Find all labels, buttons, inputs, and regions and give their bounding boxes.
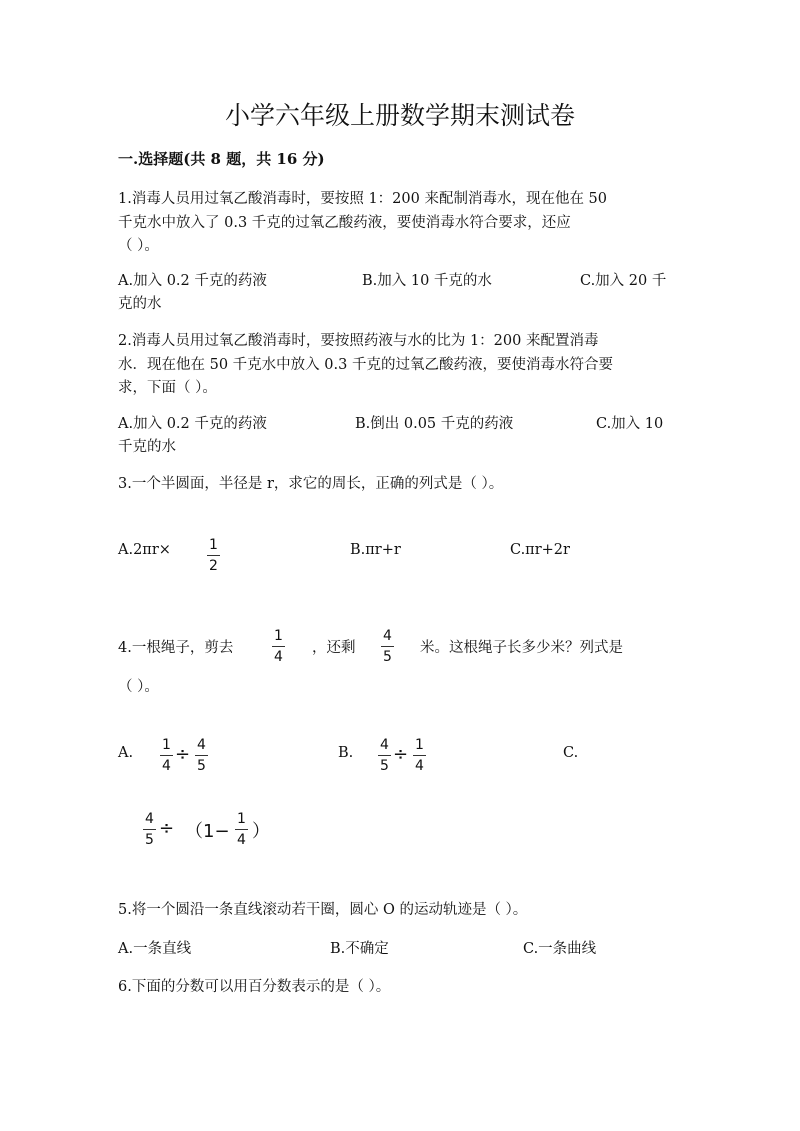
fraction-denominator: 5 xyxy=(197,758,206,774)
fraction-denominator: 5 xyxy=(380,758,389,774)
q4-option-b-divide: ÷ xyxy=(393,744,409,765)
q4-option-c-left-paren: （1− xyxy=(185,821,230,842)
fraction-numerator: 1 xyxy=(274,628,283,644)
q3-option-b: B.πr+r xyxy=(350,542,401,558)
q3-option-c: C.πr+2r xyxy=(510,542,570,558)
q5-option-a: A.一条直线 xyxy=(118,941,192,957)
q2-line1: 2.消毒人员用过氧乙酸消毒时，要按照药液与水的比为 1：200 来配置消毒 xyxy=(118,333,599,349)
q4-option-a-label: A. xyxy=(118,745,134,761)
fraction-denominator: 4 xyxy=(274,649,283,665)
q4-option-c-fraction-1 xyxy=(143,812,156,847)
fraction-denominator: 4 xyxy=(237,832,246,848)
q4-stem-part3: 米。这根绳子长多少米？列式是 xyxy=(420,640,623,656)
q4-option-c-right-paren: ） xyxy=(252,821,270,842)
q4-stem-part2: ，还剩 xyxy=(312,640,356,656)
section-heading: 一.选择题(共 8 题，共 16 分) xyxy=(118,150,325,168)
fraction-denominator: 4 xyxy=(162,758,171,774)
q4-stem-line2: （ ）。 xyxy=(118,679,159,695)
q4-option-c-label: C. xyxy=(563,745,579,761)
q4-option-b-fraction-1 xyxy=(378,738,391,773)
q4-option-c-fraction-2 xyxy=(235,812,248,847)
q1-option-b: B.加入 10 千克的水 xyxy=(362,273,492,289)
q1-line3: （ ）。 xyxy=(118,238,159,254)
q2-option-c-cont: 千克的水 xyxy=(118,439,176,455)
q4-option-b-label: B. xyxy=(338,745,354,761)
q1-line1: 1.消毒人员用过氧乙酸消毒时，要按照 1：200 来配制消毒水，现在他在 50 xyxy=(118,191,608,207)
page-title: 小学六年级上册数学期末测试卷 xyxy=(224,101,575,130)
q5-option-b: B.不确定 xyxy=(330,941,389,957)
q5-stem: 5.将一个圆沿一条直线滚动若干圈，圆心 O 的运动轨迹是（ ）。 xyxy=(118,902,528,918)
q3-stem: 3.一个半圆面，半径是 r，求它的周长，正确的列式是（ ）。 xyxy=(118,476,504,492)
q4-stem-fraction-2 xyxy=(381,629,394,664)
fraction-numerator: 4 xyxy=(145,811,154,827)
fraction-numerator: 4 xyxy=(197,737,206,753)
q1-option-a: A.加入 0.2 千克的药液 xyxy=(118,273,267,289)
q6-stem: 6.下面的分数可以用百分数表示的是（ ）。 xyxy=(118,979,391,995)
q1-option-c: C.加入 20 千 xyxy=(580,273,667,289)
fraction-denominator: 2 xyxy=(209,558,218,574)
q2-option-c: C.加入 10 xyxy=(596,416,664,432)
q4-option-c-divide: ÷ xyxy=(159,818,175,839)
q2-option-a: A.加入 0.2 千克的药液 xyxy=(118,416,267,432)
q4-stem-fraction-1 xyxy=(272,629,285,664)
fraction-numerator: 1 xyxy=(209,537,218,553)
fraction-numerator: 4 xyxy=(380,737,389,753)
fraction-numerator: 1 xyxy=(415,737,424,753)
q1-option-c-cont: 克的水 xyxy=(118,296,162,312)
fraction-numerator: 1 xyxy=(237,811,246,827)
fraction-denominator: 4 xyxy=(415,758,424,774)
fraction-numerator: 4 xyxy=(383,628,392,644)
q4-stem-part1: 4.一根绳子，剪去 xyxy=(118,640,234,656)
q2-option-b: B.倒出 0.05 千克的药液 xyxy=(355,416,514,432)
q4-option-b-fraction-2 xyxy=(413,738,426,773)
q4-option-a-fraction-2 xyxy=(195,738,208,773)
q5-option-c: C.一条曲线 xyxy=(523,941,597,957)
q2-line3: 求，下面（ ）。 xyxy=(118,380,217,396)
q4-option-a-divide: ÷ xyxy=(175,744,191,765)
q3-option-a: A.2πr× xyxy=(118,542,171,558)
q3-option-a-fraction xyxy=(207,538,220,573)
q2-line2: 水．现在他在 50 千克水中放入 0.3 千克的过氧乙酸药液，要使消毒水符合要 xyxy=(118,357,613,373)
q1-line2: 千克水中放入了 0.3 千克的过氧乙酸药液，要使消毒水符合要求，还应 xyxy=(118,215,571,231)
q4-option-a-fraction-1 xyxy=(160,738,173,773)
fraction-denominator: 5 xyxy=(145,832,154,848)
fraction-numerator: 1 xyxy=(162,737,171,753)
fraction-denominator: 5 xyxy=(383,649,392,665)
